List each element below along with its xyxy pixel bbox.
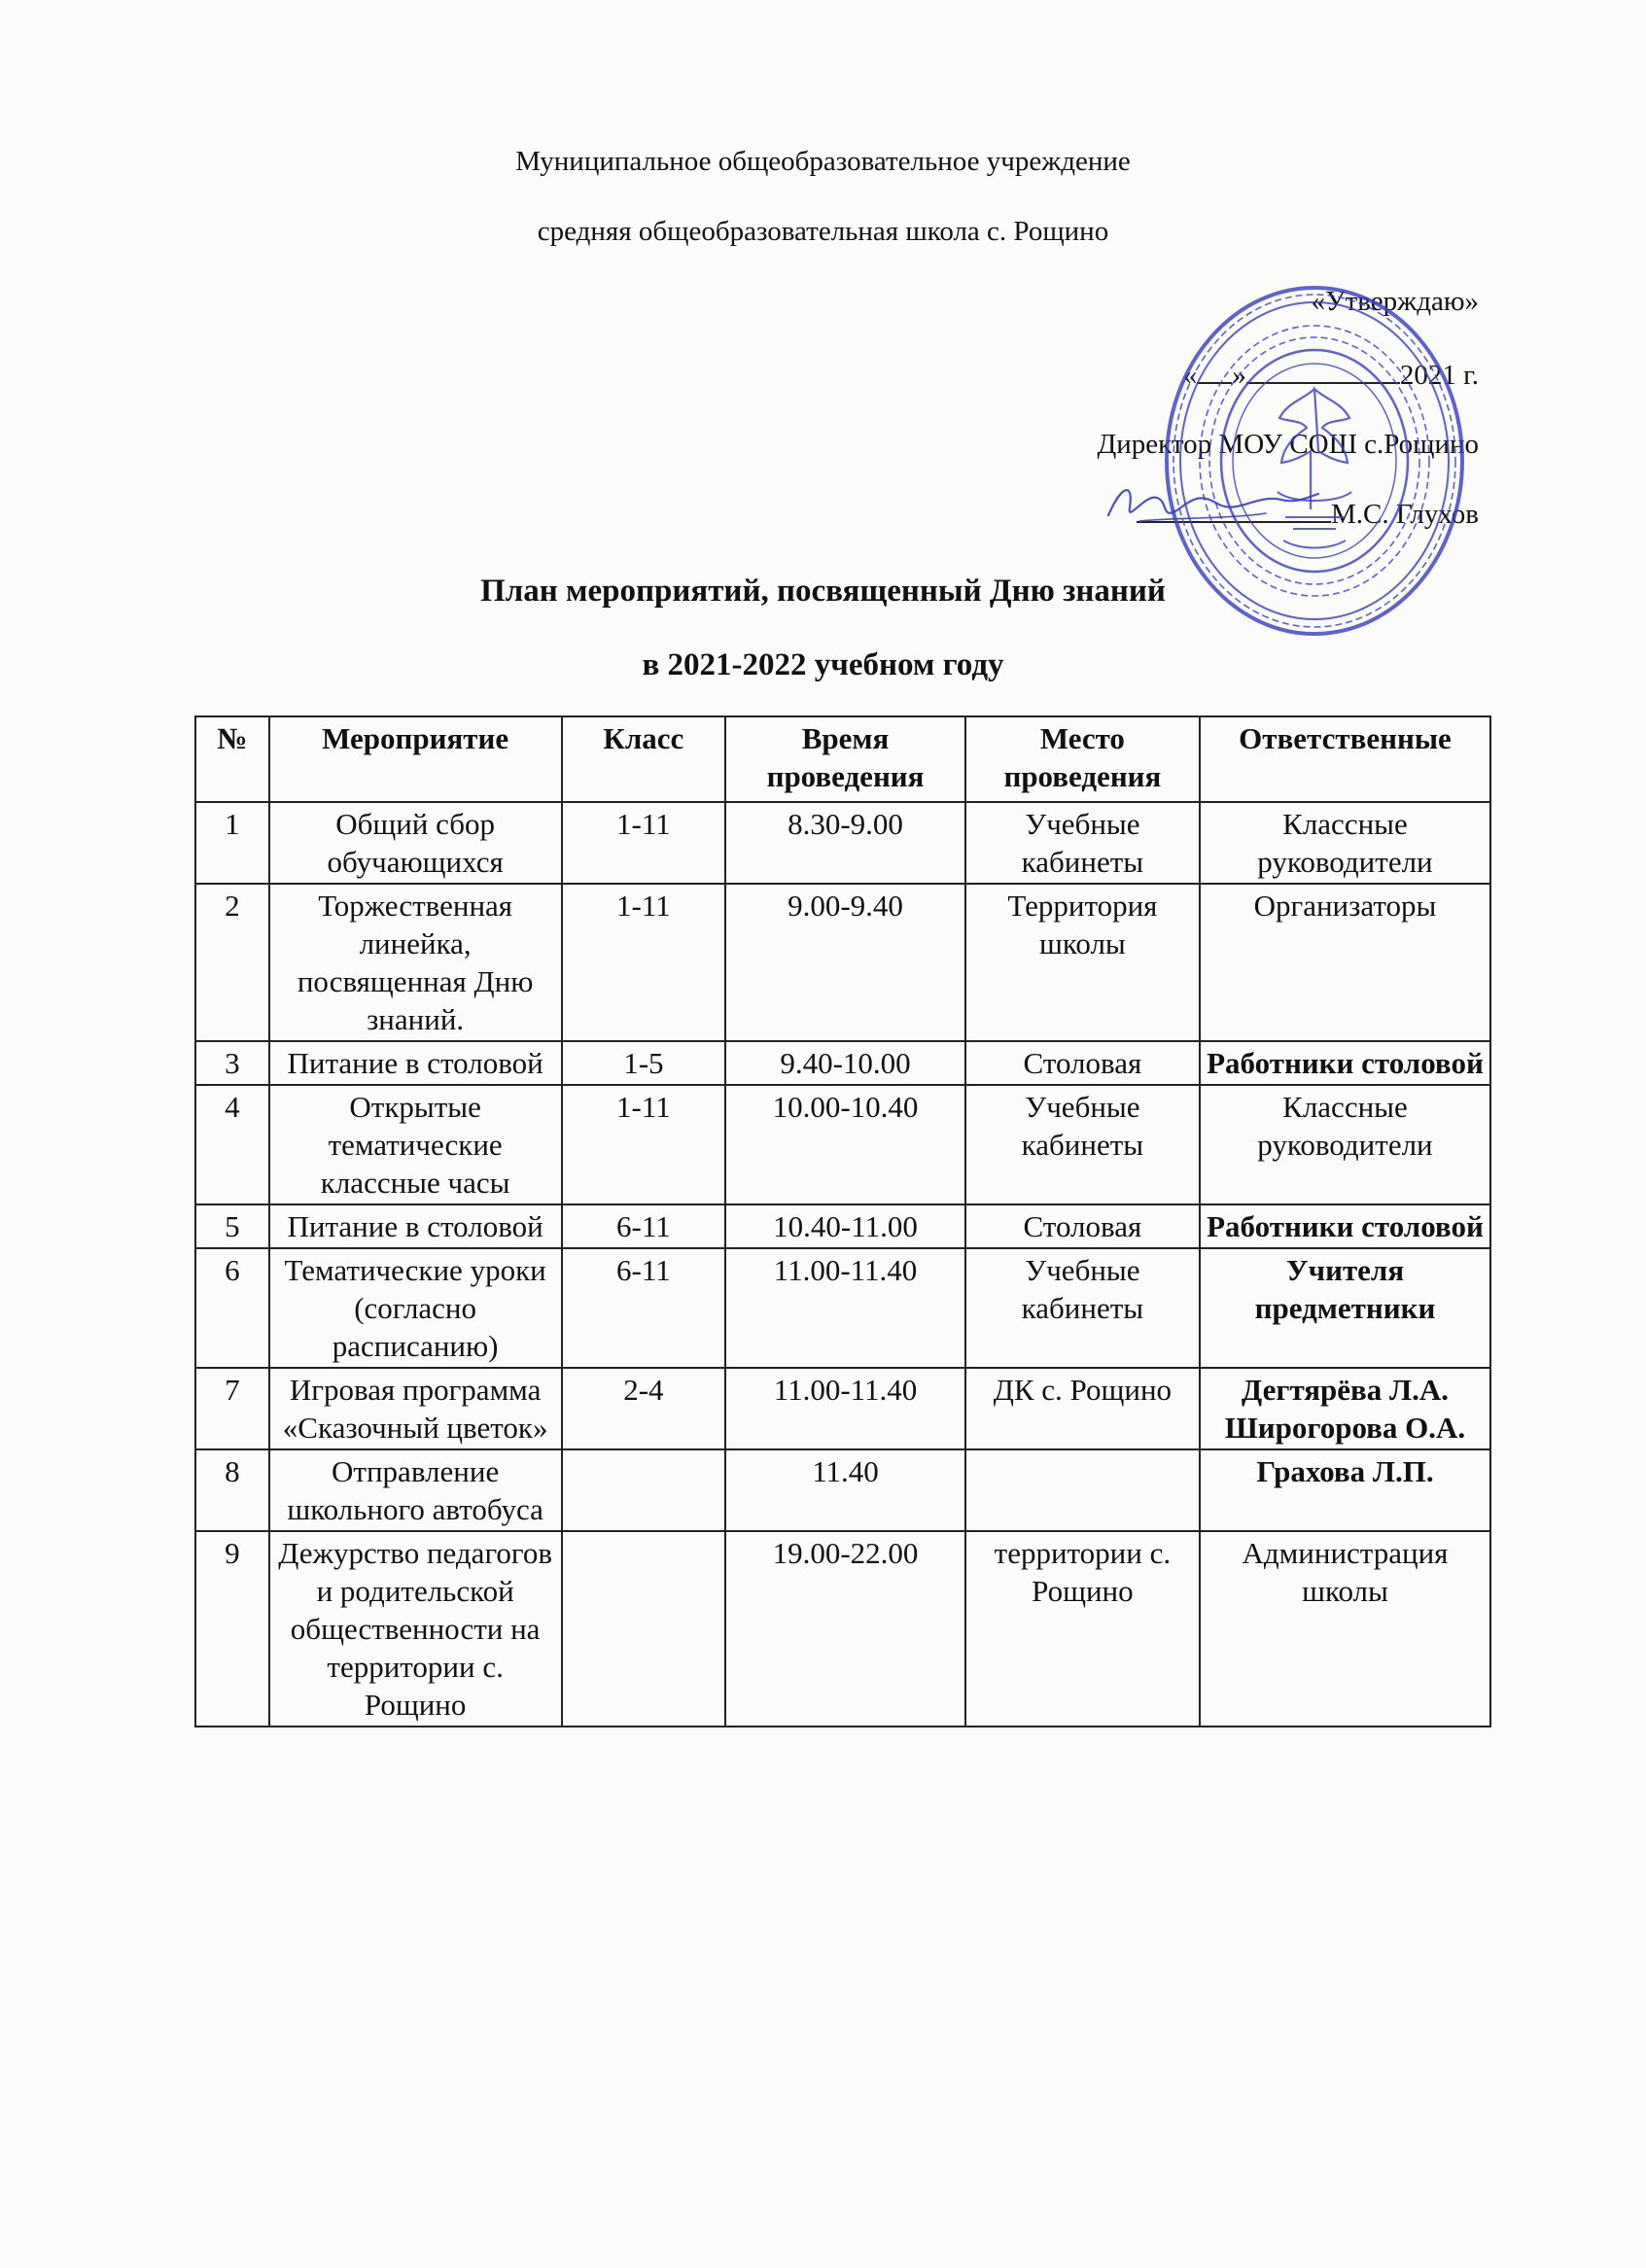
cell-time: 9.40-10.00 (725, 1041, 965, 1085)
cell-responsible: Дегтярёва Л.А. Широгорова О.А. (1200, 1368, 1490, 1449)
cell-place: ДК с. Рощино (965, 1368, 1200, 1449)
cell-responsible: Администрация школы (1200, 1531, 1490, 1727)
table-row (195, 1248, 1490, 1368)
cell-time: 19.00-22.00 (725, 1531, 965, 1727)
cell-num: 2 (195, 884, 269, 1041)
table-row (195, 1041, 1490, 1085)
cell-num: 7 (195, 1368, 269, 1449)
cell-time: 8.30-9.00 (725, 802, 965, 884)
cell-num: 1 (195, 802, 269, 884)
cell-place: Учебные кабинеты (965, 1085, 1200, 1204)
cell-event: Дежурство педагогов и родительской общественности на территории с. Рощино (269, 1531, 562, 1727)
director-position: Директор МОУ СОШ с.Рощино (1097, 429, 1479, 460)
table-row (195, 1449, 1490, 1531)
cell-event: Открытые тематические классные часы (269, 1085, 562, 1204)
table-row (195, 802, 1490, 884)
organization-name-line1: Муниципальное общеобразовательное учреждение (515, 146, 1131, 177)
cell-responsible: Работники столовой (1200, 1041, 1490, 1085)
approval-date-open: « (1182, 360, 1198, 391)
header-class: Класс (562, 716, 726, 802)
cell-class (562, 1531, 726, 1727)
table-row (195, 1531, 1490, 1727)
header-event: Мероприятие (269, 716, 562, 802)
document-title-line2: в 2021-2022 учебном году (642, 647, 1004, 682)
cell-responsible: Классные руководители (1200, 1085, 1490, 1204)
cell-num: 6 (195, 1248, 269, 1368)
cell-event: Игровая программа «Сказочный цветок» (269, 1368, 562, 1449)
cell-class: 1-11 (562, 884, 726, 1041)
organization-name-line2: средняя общеобразовательная школа с. Рощино (537, 216, 1109, 247)
approval-date-year: 2021 г. (1399, 360, 1479, 391)
cell-responsible: Классные руководители (1200, 802, 1490, 884)
cell-event: Общий сбор обучающихся (269, 802, 562, 884)
cell-responsible: Организаторы (1200, 884, 1490, 1041)
cell-responsible: Учителя предметники (1200, 1248, 1490, 1368)
table-row (195, 1368, 1490, 1449)
cell-time: 10.40-11.00 (725, 1204, 965, 1248)
cell-event: Торжественная линейка, посвященная Дню знаний. (269, 884, 562, 1041)
cell-event: Отправление школьного автобуса (269, 1449, 562, 1531)
header-responsible: Ответственные (1200, 716, 1490, 802)
cell-time: 11.40 (725, 1449, 965, 1531)
header-time: Время проведения (725, 716, 965, 802)
cell-place: Учебные кабинеты (965, 1248, 1200, 1368)
cell-place: территории с. Рощино (965, 1531, 1200, 1727)
cell-num: 4 (195, 1085, 269, 1204)
cell-event: Питание в столовой (269, 1041, 562, 1085)
cell-time: 10.00-10.40 (725, 1085, 965, 1204)
cell-class: 1-11 (562, 1085, 726, 1204)
cell-num: 5 (195, 1204, 269, 1248)
header-num: № (195, 716, 269, 802)
approval-date-mid: » (1232, 360, 1246, 391)
cell-class: 1-5 (562, 1041, 726, 1085)
cell-num: 3 (195, 1041, 269, 1085)
cell-place (965, 1449, 1200, 1531)
cell-num: 8 (195, 1449, 269, 1531)
table-header-row (195, 716, 1490, 802)
table-row (195, 884, 1490, 1041)
cell-class: 6-11 (562, 1204, 726, 1248)
cell-time: 11.00-11.40 (725, 1248, 965, 1368)
cell-class (562, 1449, 726, 1531)
director-name: М.С. Глухов (1330, 499, 1479, 530)
document-title-line1: План мероприятий, посвященный Дню знаний (480, 574, 1166, 609)
cell-place: Столовая (965, 1204, 1200, 1248)
events-table (194, 715, 1491, 1727)
cell-class: 1-11 (562, 802, 726, 884)
cell-class: 6-11 (562, 1248, 726, 1368)
cell-time: 11.00-11.40 (725, 1368, 965, 1449)
cell-event: Тематические уроки (согласно расписанию) (269, 1248, 562, 1368)
cell-num: 9 (195, 1531, 269, 1727)
approval-label: «Утверждаю» (1311, 286, 1479, 317)
cell-place: Столовая (965, 1041, 1200, 1085)
cell-class: 2-4 (562, 1368, 726, 1449)
cell-responsible: Работники столовой (1200, 1204, 1490, 1248)
cell-time: 9.00-9.40 (725, 884, 965, 1041)
table-row (195, 1204, 1490, 1248)
cell-responsible: Грахова Л.П. (1200, 1449, 1490, 1531)
cell-place: Учебные кабинеты (965, 802, 1200, 884)
header-place: Место проведения (965, 716, 1200, 802)
cell-place: Территория школы (965, 884, 1200, 1041)
cell-event: Питание в столовой (269, 1204, 562, 1248)
table-row (195, 1085, 1490, 1204)
